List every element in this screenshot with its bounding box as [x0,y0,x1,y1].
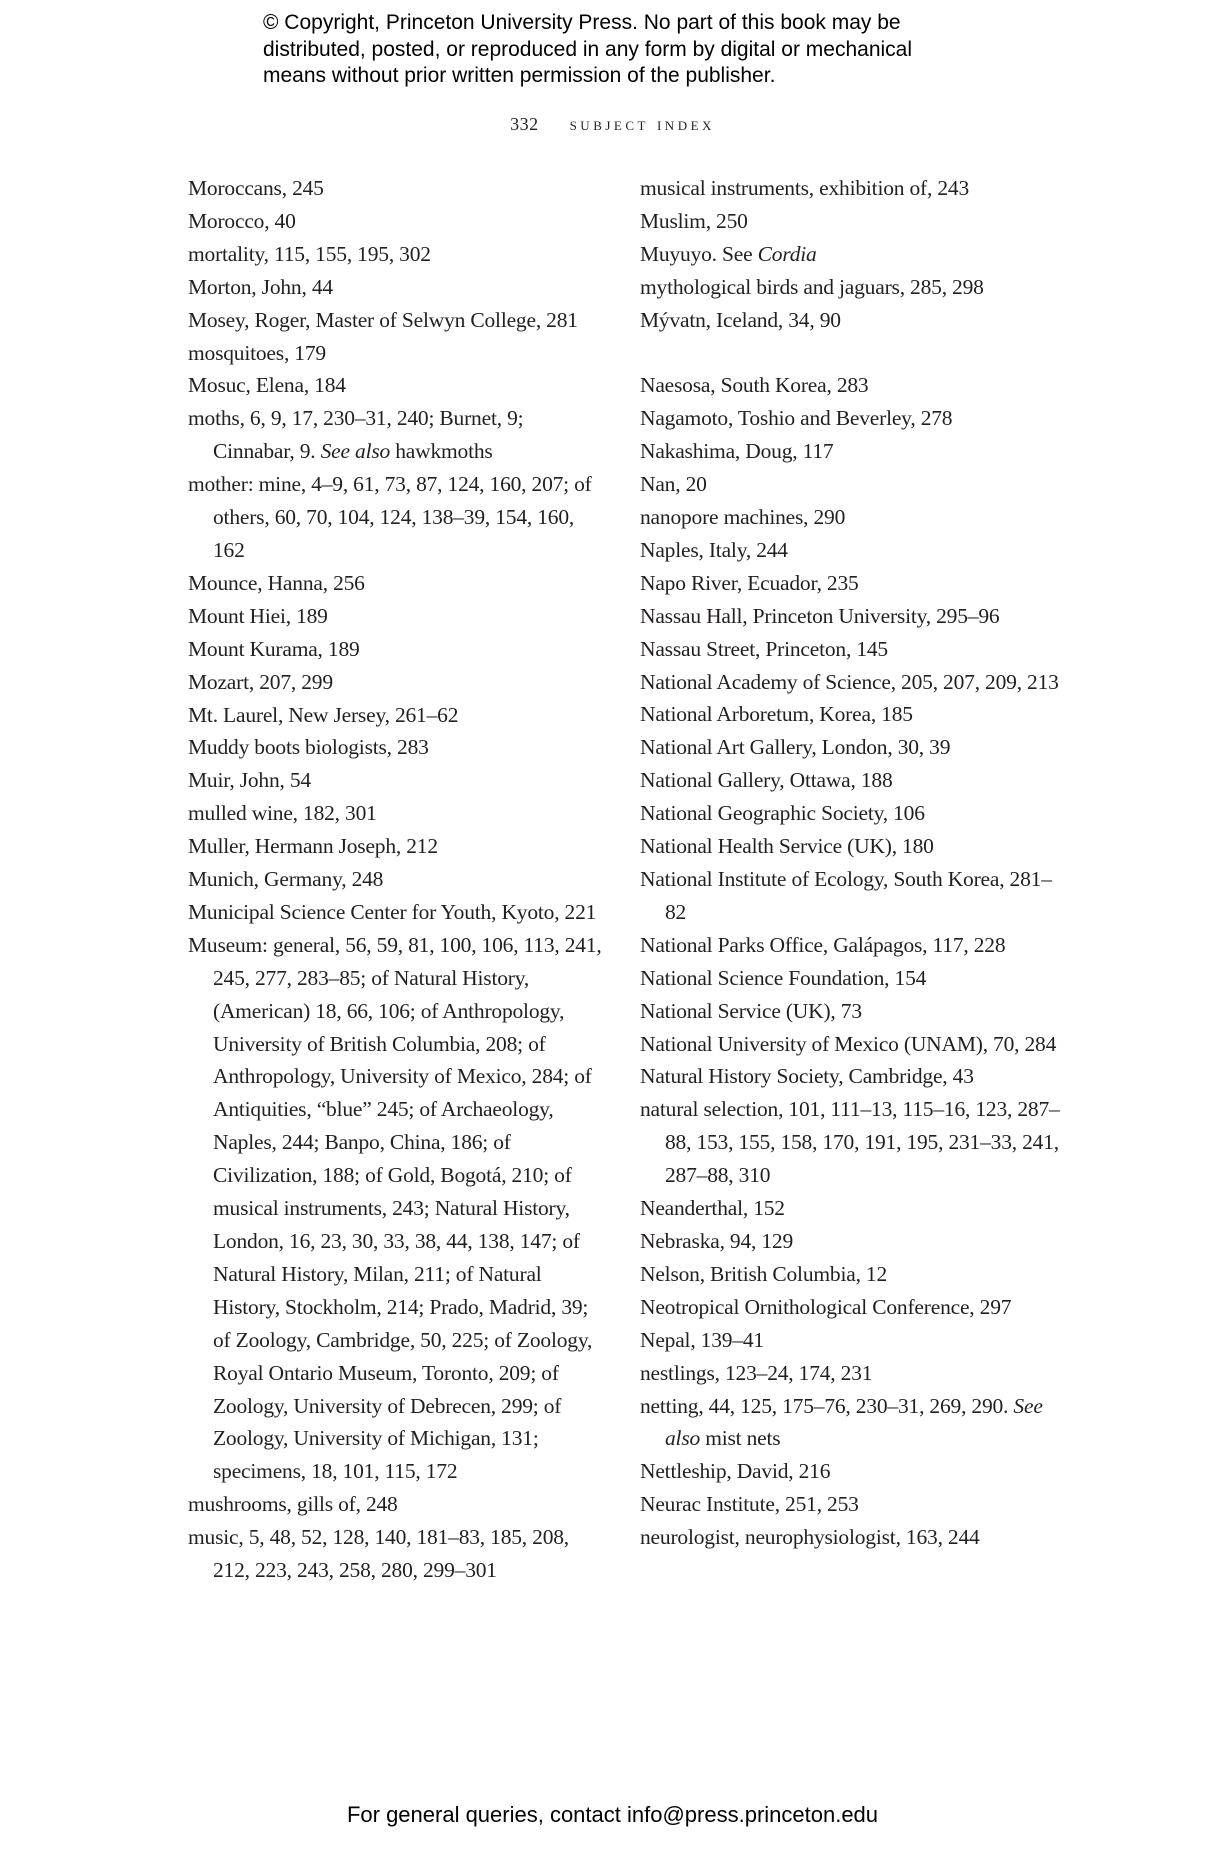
index-column-left [188,172,608,1587]
index-entry: Naesosa, South Korea, 283 [640,373,869,398]
index-entry: Mounce, Hanna, 256 [188,570,365,595]
index-entry: musical instruments, exhibition of, 243 [640,176,969,200]
index-entry: Muller, Hermann Joseph, 212 [188,834,438,859]
index-entry: Mosuc, Elena, 184 [188,373,346,398]
copyright-notice [263,10,1003,90]
index-entry: National Service (UK), 73 [640,998,862,1023]
index-entry: Nepal, 139–41 [640,1327,764,1352]
index-entry: mushrooms, gills of, 248 [188,1492,398,1517]
index-entry: Morton, John, 44 [188,274,333,299]
copyright-line: © Copyright, Princeton University Press. No part of this book may be [263,11,901,34]
index-entry: natural selection, 101, 111–13, 115–16, 123, 287–88, 153, 155, 158, 170, 191, 195, 231–33, 241, 287–88, 310 [640,1097,1060,1188]
copyright-line: distributed, posted, or reproduced in any form by digital or mechanical [263,37,913,61]
index-entry: National Academy of Science, 205, 207, 209, 213 [640,669,1059,694]
index-entry: mulled wine, 182, 301 [188,801,377,826]
index-entry: music, 5, 48, 52, 128, 140, 181–83, 185, 208, 212, 223, 243, 258, 280, 299–301 [188,1525,569,1583]
index-entry: National Health Service (UK), 180 [640,834,934,859]
index-entry: Moroccans, 245 [188,176,324,200]
index-entry: netting, 44, 125, 175–76, 230–31, 269, 290. See also mist nets [640,1393,1043,1451]
index-entry: Napo River, Ecuador, 235 [640,570,859,595]
running-head [0,114,1225,135]
index-entry: Nan, 20 [640,472,707,497]
index-entry: moths, 6, 9, 17, 230–31, 240; Burnet, 9; Cinnabar, 9. See also hawkmoths [188,406,524,464]
index-entry: National Science Foundation, 154 [640,965,927,990]
index-entry: Munich, Germany, 248 [188,867,384,892]
index-entry: Mount Kurama, 189 [188,636,360,661]
index-entry: Mozart, 207, 299 [188,669,333,694]
index-entry: Mývatn, Iceland, 34, 90 [640,307,841,332]
index-entry: Naples, Italy, 244 [640,537,788,562]
index-column-right [640,172,1060,1554]
index-entry: Nelson, British Columbia, 12 [640,1261,888,1286]
index-entry: Nettleship, David, 216 [640,1459,831,1484]
index-entry: National Gallery, Ottawa, 188 [640,768,893,793]
index-entry: nestlings, 123–24, 174, 231 [640,1360,873,1385]
index-entry: National Parks Office, Galápagos, 117, 228 [640,932,1006,957]
index-entry: National Geographic Society, 106 [640,801,925,826]
index-entry: mortality, 115, 155, 195, 302 [188,241,431,266]
index-entry: Muyuyo. See Cordia [640,241,817,266]
footer-contact: For general queries, contact info@press.princeton.edu [346,1802,879,1827]
index-entry: Nassau Street, Princeton, 145 [640,636,888,661]
index-entry: Museum: general, 56, 59, 81, 100, 106, 113, 241, 245, 277, 283–85; of Natural History, (American) 18, 66, 106; of Anthropology, University of British Columbia, 208; of Anthropology, University of Mexico, 284; of Antiquities, “blue” 245; of Archaeology, Naples, 244; Banpo, China, 186; of Civilization, 188; of Gold, Bogotá, 210; of musical instruments, 243; Natural History, London, 16, 23, 30, 33, 38, 44, 138, 147; of Natural History, Milan, 211; of Natural History, Stockholm, 214; Prado, Madrid, 39; of Zoology, Cambridge, 50, 225; of Zoology, Royal Ontario Museum, Toronto, 209; of Zoology, University of Debrecen, 299; of Zoology, University of Michigan, 131; specimens, 18, 101, 115, 172 [188,932,602,1484]
index-entry: mythological birds and jaguars, 285, 298 [640,274,984,299]
index-entry: Natural History Society, Cambridge, 43 [640,1064,974,1089]
copyright-line: means without prior written permission of the publisher. [263,64,776,87]
page-number: 332 [510,114,539,134]
index-entry: National University of Mexico (UNAM), 70, 284 [640,1031,1057,1056]
index-entry: Nassau Hall, Princeton University, 295–96 [640,603,1000,628]
index-entry: mosquitoes, 179 [188,340,326,365]
index-entry: Nagamoto, Toshio and Beverley, 278 [640,406,953,431]
index-entry: Muslim, 250 [640,208,748,233]
index-entry: Nakashima, Doug, 117 [640,439,834,464]
index-entry: National Art Gallery, London, 30, 39 [640,735,951,760]
index-entry: Morocco, 40 [188,208,296,233]
index-entry: mother: mine, 4–9, 61, 73, 87, 124, 160, 207; of others, 60, 70, 104, 124, 138–39, 154, 160, 162 [188,472,592,562]
letter-group-gap [640,337,1060,370]
index-entry: Neurac Institute, 251, 253 [640,1492,859,1517]
index-entry: National Arboretum, Korea, 185 [640,702,913,727]
index-entry: Mosey, Roger, Master of Selwyn College, 281 [188,307,578,332]
index-entry: Nebraska, 94, 129 [640,1228,794,1253]
index-entry: Municipal Science Center for Youth, Kyoto, 221 [188,899,597,924]
index-entry: National Institute of Ecology, South Korea, 281–82 [640,867,1052,924]
index-entry: Muir, John, 54 [188,768,311,793]
index-entry: neurologist, neurophysiologist, 163, 244 [640,1525,980,1550]
index-entry: Neanderthal, 152 [640,1196,785,1221]
section-title: subject index [569,114,715,134]
index-entry: Mt. Laurel, New Jersey, 261–62 [188,702,459,727]
index-entry: Mount Hiei, 189 [188,603,328,628]
index-entry: Muddy boots biologists, 283 [188,735,429,760]
index-entry: Neotropical Ornithological Conference, 297 [640,1294,1012,1319]
index-entry: nanopore machines, 290 [640,505,846,530]
